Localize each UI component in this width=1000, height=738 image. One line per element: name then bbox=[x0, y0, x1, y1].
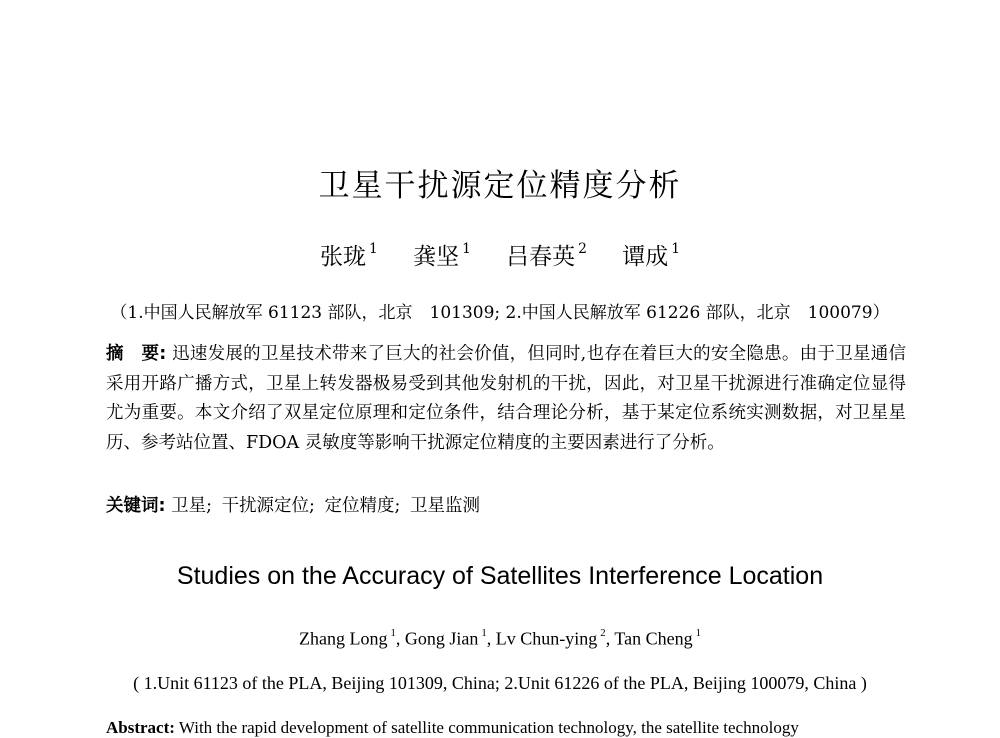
keyword: 卫星监测 bbox=[410, 496, 481, 516]
keyword: 定位精度; bbox=[324, 496, 401, 516]
author-affil-mark: 1 bbox=[462, 240, 471, 257]
abstract-label: 摘 要: bbox=[106, 344, 167, 364]
author-cn bbox=[413, 240, 471, 270]
author-name: Gong Jian bbox=[404, 628, 479, 649]
author-name: Zhang Long bbox=[298, 628, 388, 649]
author-affil-mark: 1 bbox=[390, 627, 396, 639]
abstract-chinese bbox=[106, 340, 906, 458]
abstract-text: With the rapid development of satellite communication technology, the satellite technology bbox=[178, 718, 799, 737]
author-separator: , bbox=[486, 628, 496, 649]
author-name: Lv Chun-ying bbox=[495, 628, 598, 649]
authors-chinese bbox=[0, 238, 1000, 271]
author-affil-mark: 2 bbox=[600, 627, 606, 639]
abstract-text: 迅速发展的卫星技术带来了巨大的社会价值，但同时,也存在着巨大的安全隐患。由于卫星通信采用开路广播方式，卫星上转发器极易受到其他发射机的干扰，因此，对卫星干扰源进行准确定位显得尤为重要。本文介绍了双星定位原理和定位条件，结合理论分析，基于某定位系统实测数据，对卫星星历、参考站位置、FDOA 灵敏度等影响干扰源定位精度的主要因素进行了分析。 bbox=[106, 344, 906, 453]
author-name: 吕春英 bbox=[506, 244, 576, 270]
author-name: 张珑 bbox=[319, 244, 366, 270]
keyword: 干扰源定位; bbox=[221, 496, 315, 516]
author-cn bbox=[622, 240, 681, 270]
keywords-label: 关键词: bbox=[106, 496, 166, 516]
author-affil-mark: 1 bbox=[695, 627, 702, 639]
author-separator: , bbox=[605, 628, 615, 649]
author-cn bbox=[506, 240, 587, 270]
author-affil-mark: 1 bbox=[368, 240, 378, 257]
authors-english bbox=[0, 627, 1000, 650]
affiliation-chinese: （1.中国人民解放军 61123 部队，北京 101309; 2.中国人民解放军 61226 部队，北京 100079） bbox=[110, 303, 890, 323]
author-cn bbox=[319, 240, 378, 270]
abstract-label: Abstract: bbox=[106, 718, 175, 737]
title-english: Studies on the Accuracy of Satellites Interference Location bbox=[176, 562, 824, 590]
author-affil-mark: 2 bbox=[578, 240, 587, 257]
abstract-english bbox=[106, 718, 906, 738]
title-chinese: 卫星干扰源定位精度分析 bbox=[318, 168, 682, 204]
author-name: 龚坚 bbox=[413, 244, 460, 270]
keywords-chinese bbox=[106, 492, 484, 517]
author-name: 谭成 bbox=[622, 244, 669, 270]
affiliation-english: ( 1.Unit 61123 of the PLA, Beijing 101309, China; 2.Unit 61226 of the PLA, Beijing 100079, China ) bbox=[133, 673, 867, 693]
author-affil-mark: 1 bbox=[481, 627, 487, 639]
author-affil-mark: 1 bbox=[671, 240, 681, 257]
author-name: Tan Cheng bbox=[614, 628, 693, 649]
author-separator: , bbox=[395, 628, 405, 649]
keyword: 卫星; bbox=[171, 496, 212, 516]
